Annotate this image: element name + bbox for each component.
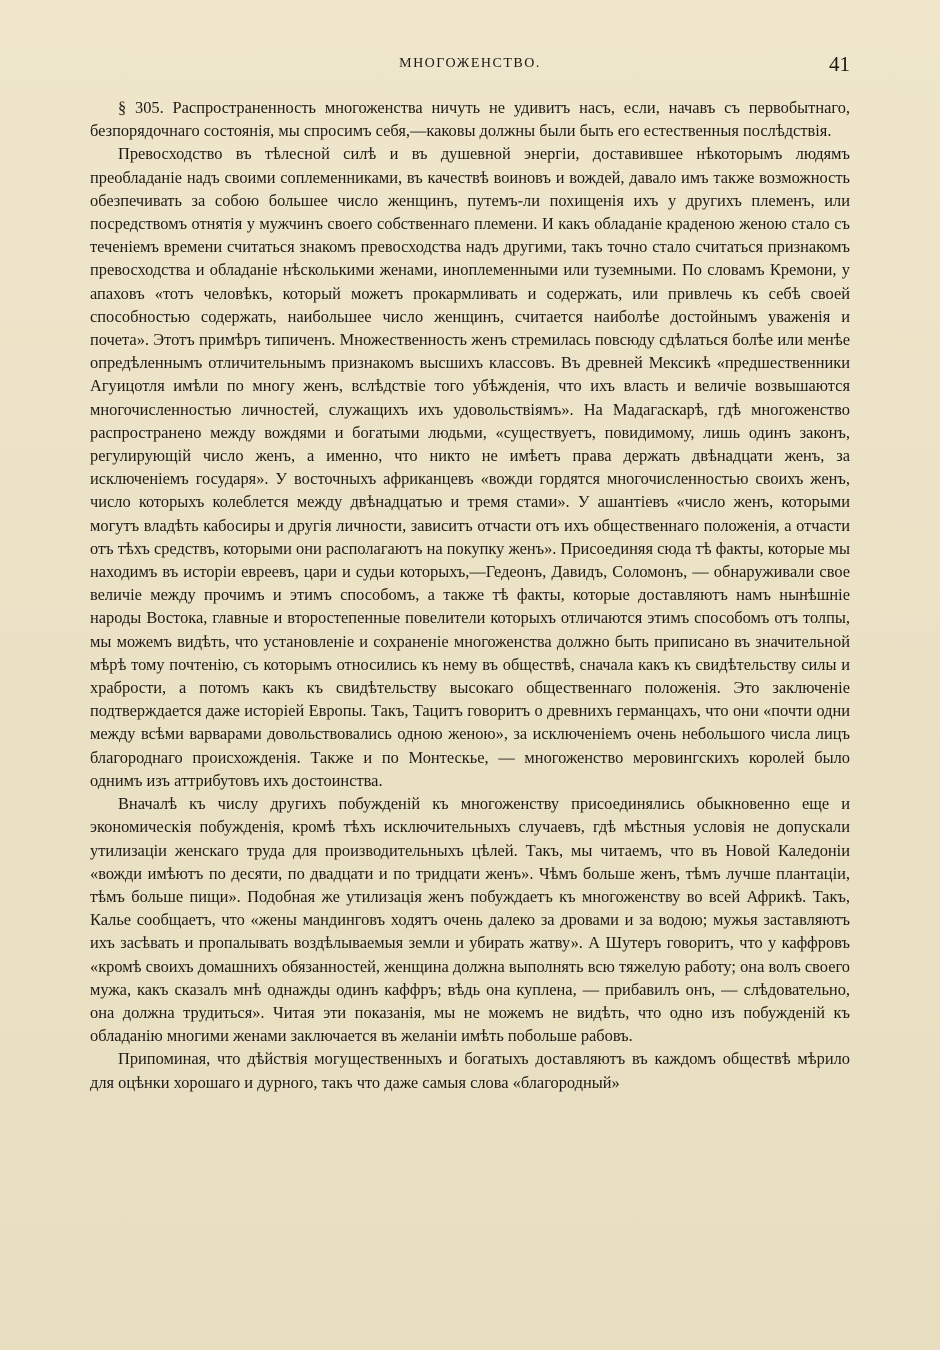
paragraph-superiority: Превосходство въ тѣлесной силѣ и въ душевной энергіи, доставившее нѣкоторымъ людямъ преобладаніе надъ своими соплеменниками, въ качествѣ воиновъ и вождей, давало имъ также возможность обезпечивать за собою большее число женщинъ, путемъ-ли похищенія ихъ у другихъ племенъ, или посредствомъ отнятія у мужчинъ своего собственнаго племени. И какъ обладаніе краденою женою стало съ теченіемъ времени считаться знакомъ превосходства надъ другими, такъ точно стало считаться признакомъ превосходства и обладаніе нѣсколькими женами, иноплеменными или туземными. По словамъ Кремони, у апаховъ «тотъ человѣкъ, который можетъ прокармливать и содержать, или привлечь къ себѣ своей способностью содержать, наибольшее число женщинъ, считается наиболѣе достойнымъ уваженія и почета». Этотъ примѣръ типиченъ. Множественность женъ стремилась повсюду сдѣлаться болѣе или менѣе опредѣленнымъ отличительнымъ признакомъ высшихъ классовъ. Въ древней Мексикѣ «предшественники Агуицотля имѣли по многу женъ, вслѣдствіе того убѣжденія, что ихъ власть и величіе возвышаются многочисленностью личностей, служащихъ ихъ удовольствіямъ». На Мадагаскарѣ, гдѣ многоженство распространено между вождями и богатыми людьми, «существуетъ, повидимому, лишь одинъ законъ, регулирующій число женъ, а именно, что никто не имѣетъ права держать двѣнадцати женъ, за исключеніемъ государя». У восточныхъ африканцевъ «вожди гордятся многочисленностью своихъ женъ, число которыхъ колеблется между двѣнадцатью и тремя стами». У ашантіевъ «число женъ, которыми могутъ владѣть кабосиры и другія личности, зависитъ отчасти отъ ихъ общественнаго положенія, а отчасти отъ тѣхъ средствъ, которыми они располагаютъ на покупку женъ». Присоединяя сюда тѣ факты, которые мы находимъ въ исторіи евреевъ, цари и судьи которыхъ,—Гедеонъ, Давидъ, Соломонъ, — обнаруживали свое величіе между прочимъ и этимъ способомъ, а также тѣ факты, которые доставляютъ намъ нынѣшніе народы Востока, главные и второстепенные повелители которыхъ отличаются этимъ способомъ отъ толпы, мы можемъ видѣть, что установленіе и сохраненіе многоженства должно быть приписано въ значительной мѣрѣ тому почтенію, съ которымъ относились къ нему въ обществѣ, сначала какъ къ свидѣтельству силы и храбрости, а потомъ какъ къ свидѣтельству высокаго общественнаго положенія. Это заключеніе подтверждается даже исторіей Европы. Такъ, Тацитъ говоритъ о древнихъ германцахъ, что они «почти одни между всѣми варварами довольствовались одною женою», за исключеніемъ очень небольшого числа лицъ благороднаго происхожденія. Также и по Монтескье, — многоженство меровингскихъ королей было однимъ изъ аттрибутовъ ихъ достоинства. — [90, 144, 850, 790]
page-number: 41 — [829, 52, 850, 76]
running-title: МНОГОЖЕНСТВО. — [399, 56, 541, 71]
running-head — [90, 52, 850, 76]
paragraph-section-305: § 305. Распространенность многоженства ничуть не удивитъ насъ, если, начавъ съ первобытнаго, безпорядочнаго состоянія, мы спросимъ себя,—каковы должны были быть его естественныя послѣдствія. — [90, 98, 850, 141]
paragraph-economic-motives: Вначалѣ къ числу другихъ побужденій къ многоженству присоединялись обыкновенно еще и экономическія побужденія, кромѣ тѣхъ исключительныхъ случаевъ, гдѣ мѣстныя условія не допускали утилизаціи женскаго труда для производительныхъ цѣлей. Такъ, мы читаемъ, что въ Новой Каледоніи «вожди имѣютъ по десяти, по двадцати и по тридцати женъ». Чѣмъ больше женъ, тѣмъ лучше плантаціи, тѣмъ больше пищи». Подобная же утилизація женъ побуждаетъ къ многоженству во всей Африкѣ. Такъ, Калье сообщаетъ, что «жены мандинговъ ходятъ очень далеко за дровами и за водою; мужья заставляютъ ихъ засѣвать и пропалывать воздѣлываемыя земли и убирать жатву». А Шутеръ говоритъ, что у каффровъ «кромѣ своихъ домашнихъ обязанностей, женщина должна выполнять всю тяжелую работу; она волъ своего мужа, какъ сказалъ мнѣ однажды одинъ каффръ; вѣдь она куплена, — прибавилъ онъ, — слѣдовательно, она должна трудиться». Читая эти показанія, мы не можемъ не видѣть, что одно изъ побужденій къ обладанію многими женами заключается въ желаніи имѣть побольше рабовъ. — [90, 794, 850, 1046]
body-text — [90, 96, 850, 1094]
paragraph-recalling: Припоминая, что дѣйствія могущественныхъ и богатыхъ доставляютъ въ каждомъ обществѣ мѣрило для оцѣнки хорошаго и дурного, такъ что даже самыя слова «благородный» — [90, 1049, 850, 1092]
